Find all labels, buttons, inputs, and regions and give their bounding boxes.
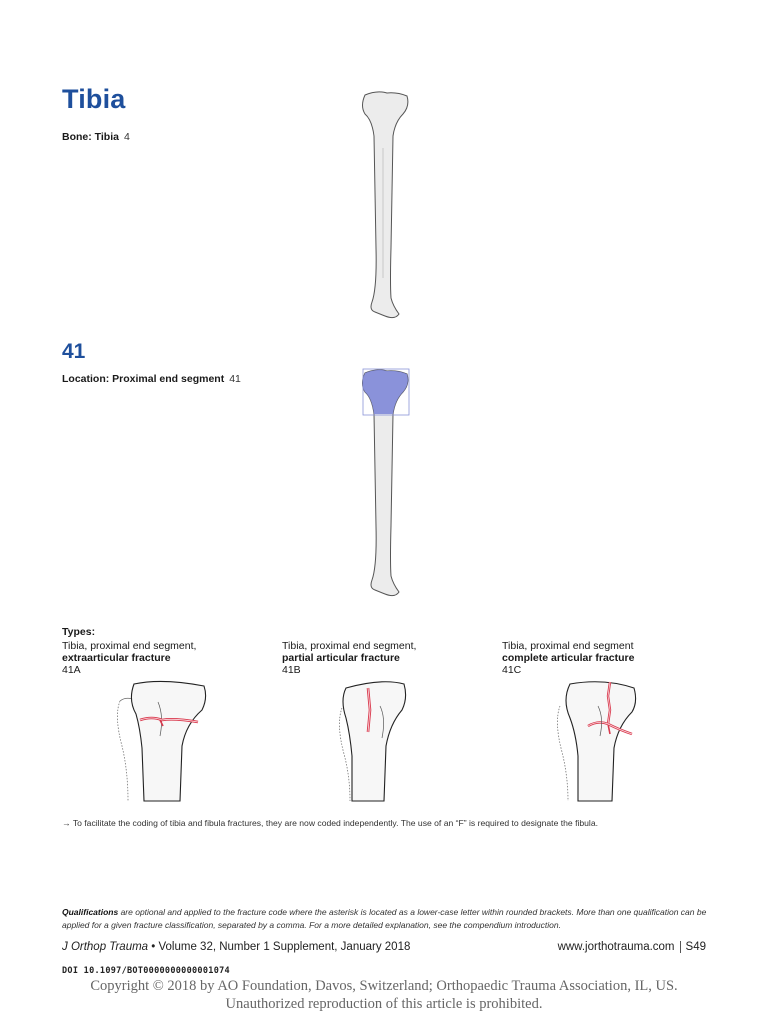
type-a-caption [62,640,196,676]
type-b-caption [282,640,416,676]
type-b-code: 41B [282,664,301,676]
bone-code: 4 [123,131,130,143]
type-b-line1: Tibia, proximal end segment, [282,640,417,652]
journal-details: • Volume 32, Number 1 Supplement, January 2018 [148,941,411,953]
page-title: Tibia [62,84,126,114]
journal-citation [62,941,410,953]
segment-number: 41 [62,340,86,363]
type-a-line1: Tibia, proximal end segment, [62,640,197,652]
tibia-proximal-segment-illustration [355,366,415,601]
copyright-line-2: Unauthorized reproduction of this article is prohibited. [225,996,543,1012]
website-link[interactable]: www.jorthotrauma.com [557,941,675,953]
type-c-line2: complete articular fracture [502,652,635,664]
type-a-line2: extraarticular fracture [62,652,171,664]
bone-label: Bone: Tibia [62,131,119,143]
fracture-41a-illustration [112,676,212,801]
journal-name: J Orthop Trauma [62,941,149,953]
doi: DOI 10.1097/BOT0000000000001074 [62,966,230,976]
tibia-bone-illustration [355,88,415,323]
copyright-line-1: Copyright © 2018 by AO Foundation, Davos, Switzerland; Orthopaedic Trauma Association, IL, US. [90,978,678,994]
qualifications-text: are optional and applied to the fracture code where the asterisk is located as a lower-case letter within rounded brackets. More than one qualification can be applied for a given fracture classification, separated by a comma. For a more detailed explanation, see the compendium introduction. [62,907,707,930]
fracture-41c-illustration [552,676,652,801]
journal-site [558,941,706,953]
segment-label-row [62,373,241,385]
fibula-coding-note: → To facilitate the coding of tibia and fibula fractures, they are now coded independently. The use of an “F” is required to designate the fibula. [62,818,599,828]
qualifications-paragraph [62,906,708,931]
type-c-caption [502,640,634,676]
bone-label-row [62,131,130,143]
type-a-code: 41A [62,664,81,676]
segment-label: Location: Proximal end segment [62,373,225,385]
type-b-line2: partial articular fracture [282,652,400,664]
type-c-code: 41C [502,664,522,676]
fracture-41b-illustration [332,676,432,801]
segment-code: 41 [229,373,241,385]
type-c-line1: Tibia, proximal end segment [502,640,634,652]
qualifications-lead: Qualifications [62,907,119,917]
page-number: S49 [680,941,706,953]
types-heading: Types: [62,626,96,638]
